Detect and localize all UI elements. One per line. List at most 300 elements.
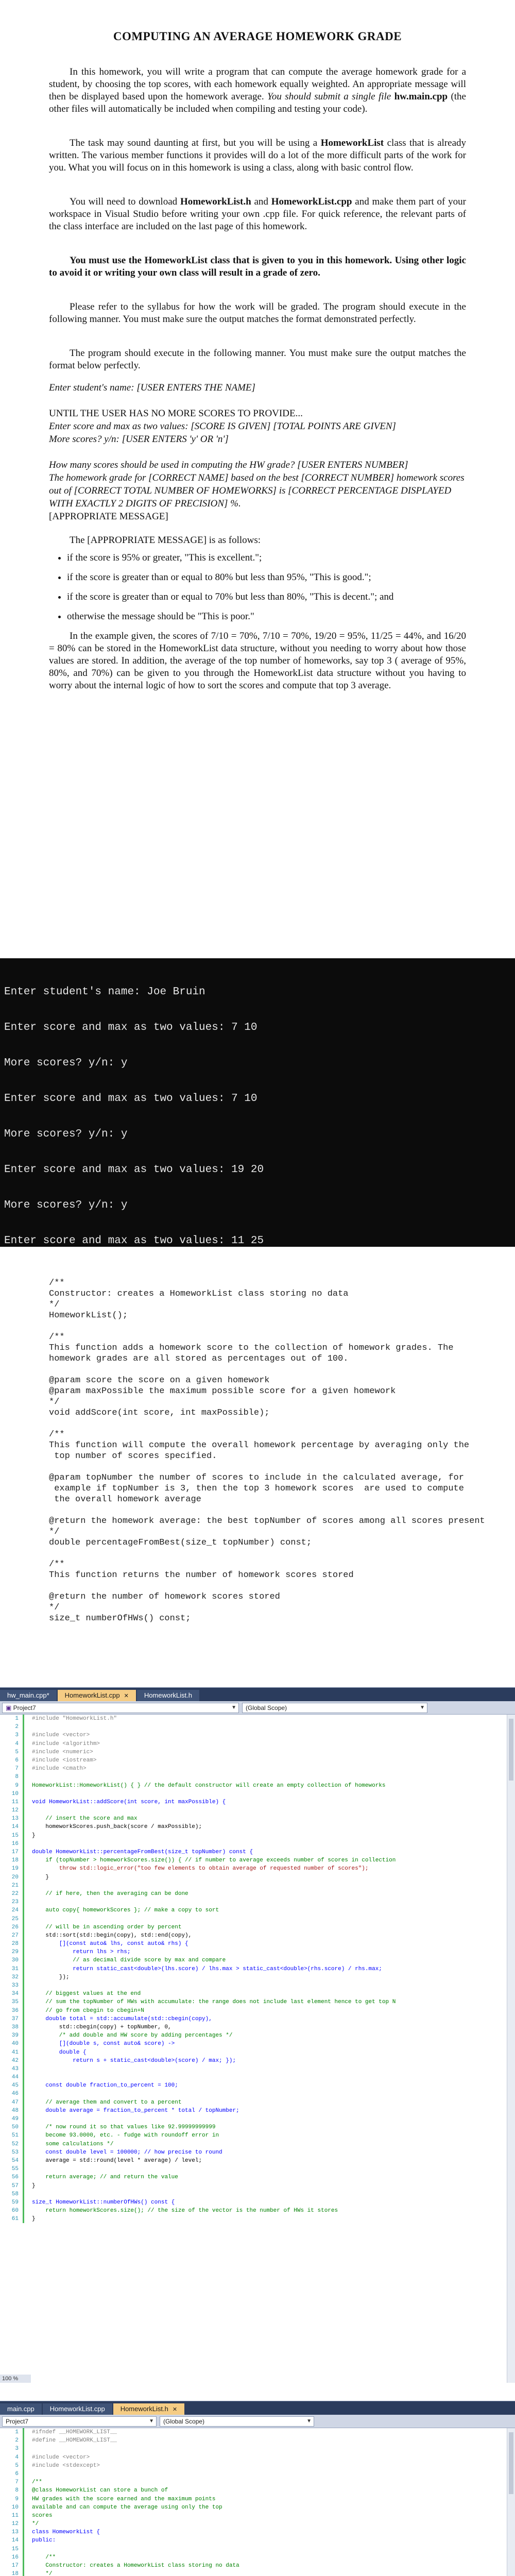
code-line xyxy=(0,2198,515,2207)
change-marker xyxy=(23,1865,30,1873)
project-dropdown[interactable] xyxy=(2,1703,239,1713)
interface-code-line: example if topNumber is 3, then the top 3 homework scores are used to compute xyxy=(49,1484,464,1494)
tab-homeworklist-cpp[interactable] xyxy=(58,1690,136,1701)
code-text: scores xyxy=(32,2512,53,2519)
intro-p2-class: HomeworkList xyxy=(320,138,384,148)
code-line xyxy=(0,2536,515,2545)
example-paragraph: In the example given, the scores of 7/10 = 70%, 7/10 = 70%, 19/20 = 95%, 11/25 = 44%, and 16/20 = 80% can be stored in the HomeworkList data structure, without you needing to worry about how those values are stored. In addition, the average of the top number of homeworks, say top 3 ( average of 95%, 80%, and 70%) can be given to you through the HomeworkList data structure without you having to worry about the internal logic of how to sort the scores and compute that top 3 average. xyxy=(49,631,466,691)
line-number: 40 xyxy=(11,2041,19,2047)
tab-label: hw_main.cpp* xyxy=(7,1691,49,1699)
tab-label: HomeworkList.h xyxy=(144,1691,193,1699)
interface-code-line: */ xyxy=(49,1603,60,1613)
change-marker xyxy=(23,2148,30,2157)
code-line xyxy=(0,1848,515,1856)
intro-p2-text-end: class that is already written. The various member functions it provides will do a lot of the more difficult parts of the work for you. What you will focus on in this homework is using a class, along with basic control flow. xyxy=(49,138,466,173)
line-number: 60 xyxy=(11,2208,19,2214)
code-line xyxy=(0,1873,515,1882)
code-line xyxy=(0,2453,515,2462)
code-line xyxy=(0,1890,515,1898)
interface-code-line: @return the number of homework scores stored xyxy=(49,1592,280,1602)
code-text: Constructor: creates a HomeworkList class storing no data xyxy=(32,2563,239,2569)
code-line xyxy=(0,1906,515,1914)
interface-code-line xyxy=(49,1505,502,1516)
line-number: 17 xyxy=(11,1849,19,1855)
change-marker xyxy=(23,2057,30,2065)
interface-code-line xyxy=(49,1321,502,1332)
project-label: Project7 xyxy=(13,1704,36,1711)
code-line xyxy=(0,2023,515,2031)
code-line xyxy=(0,1782,515,1790)
navigation-bar xyxy=(0,2415,515,2428)
io-spec-line: UNTIL THE USER HAS NO MORE SCORES TO PROVIDE... xyxy=(49,408,303,419)
code-line xyxy=(0,1923,515,1931)
code-text: // insert the score and max xyxy=(32,1816,138,1822)
change-marker xyxy=(23,2462,30,2470)
line-number: 13 xyxy=(11,2529,19,2536)
change-marker xyxy=(23,2140,30,2148)
interface-code-line xyxy=(49,1418,502,1429)
code-line xyxy=(0,1823,515,1831)
interface-code-line xyxy=(49,1581,502,1591)
line-number: 54 xyxy=(11,2157,19,2164)
interface-code-line: */ xyxy=(49,1397,60,1407)
code-line xyxy=(0,1756,515,1765)
change-marker xyxy=(23,2445,30,2453)
intro-p2-text: The task may sound daunting at first, but you will be using a xyxy=(70,138,318,148)
intro-p4-text: You must use the xyxy=(70,255,142,266)
change-marker xyxy=(23,2478,30,2486)
code-text: // biggest values at the end xyxy=(32,1991,141,1997)
code-line xyxy=(0,1931,515,1940)
code-text: [](double s, const auto& score) -> xyxy=(32,2041,178,2047)
line-number: 8 xyxy=(15,1774,19,1781)
code-line xyxy=(0,1981,515,1990)
code-line xyxy=(0,2478,515,2486)
code-text: class HomeworkList { xyxy=(32,2529,100,2536)
scrollbar-thumb[interactable] xyxy=(509,2432,513,2494)
code-text: /* now round it so that values like 92.99999999999 xyxy=(32,2124,216,2131)
interface-code-line: @param maxPossible the maximum possible score for a given homework xyxy=(49,1386,396,1396)
io-spec-line: How many scores should be used in computing the HW grade? [USER ENTERS NUMBER] xyxy=(49,460,408,470)
change-marker xyxy=(23,1973,30,1981)
interface-code-line: /** xyxy=(49,1278,65,1288)
code-line xyxy=(0,1748,515,1756)
interface-code-line: top number of scores specified. xyxy=(49,1451,217,1461)
line-number: 6 xyxy=(15,2470,19,2477)
line-number: 42 xyxy=(11,2057,19,2064)
interface-code-line: double percentageFromBest(size_t topNumber) const; xyxy=(49,1538,312,1548)
code-text: double average = fraction_to_percent * total / topNumber; xyxy=(32,2107,239,2114)
vs-editor-cpp xyxy=(0,1687,515,2383)
io-spec-line xyxy=(49,446,466,459)
code-text: return average; // and return the value xyxy=(32,2174,178,2181)
code-line xyxy=(0,2065,515,2073)
code-text: #include <vector> xyxy=(32,1732,90,1739)
code-text: #include <algorithm> xyxy=(32,1740,100,1747)
code-line xyxy=(0,2445,515,2453)
code-text: HW grades with the score earned and the maximum points xyxy=(32,2496,216,2502)
code-line xyxy=(0,1765,515,1773)
change-marker xyxy=(23,1782,30,1790)
line-number: 53 xyxy=(11,2149,19,2156)
change-marker xyxy=(23,1940,30,1948)
line-number: 39 xyxy=(11,2032,19,2039)
change-marker xyxy=(23,1882,30,1890)
code-text: } xyxy=(32,2216,36,2223)
line-number: 5 xyxy=(15,2462,19,2469)
chevron-down-icon: ▼ xyxy=(149,2418,154,2424)
code-text: } xyxy=(32,1874,49,1880)
code-line xyxy=(0,2048,515,2057)
line-number: 17 xyxy=(11,2563,19,2569)
code-text: const double level = 100000; // how precise to round xyxy=(32,2149,222,2156)
chevron-down-icon: ▼ xyxy=(306,2418,312,2424)
scrollbar-thumb[interactable] xyxy=(509,1719,513,1781)
line-number: 18 xyxy=(11,1857,19,1864)
intro-p4-text-end: class that is given to you in this homework. Using other logic to avoid it or writing your own class will result in a grade of zero. xyxy=(49,255,466,278)
change-marker xyxy=(23,2486,30,2495)
code-text: #include <numeric> xyxy=(32,1749,93,1755)
code-text: // will be in ascending order by percent xyxy=(32,1924,182,1930)
line-number: 13 xyxy=(11,1816,19,1822)
code-text: return homeworkScores.size(); // the size of the vector is the number of HWs it stores xyxy=(32,2208,338,2214)
line-number: 56 xyxy=(11,2174,19,2181)
code-line xyxy=(0,2207,515,2215)
code-line xyxy=(0,2553,515,2562)
line-number: 51 xyxy=(11,2132,19,2139)
line-number: 24 xyxy=(11,1907,19,1914)
change-marker xyxy=(23,1931,30,1940)
code-text: auto copy{ homeworkScores }; // make a copy to sort xyxy=(32,1907,219,1914)
intro-p1-italic: You should submit a single file xyxy=(267,91,391,102)
code-text: return lhs > rhs; xyxy=(32,1949,131,1956)
intro-p3-text: You will need to download xyxy=(70,196,178,207)
change-marker xyxy=(23,1848,30,1856)
code-line xyxy=(0,1715,515,1723)
change-marker xyxy=(23,2107,30,2115)
line-number: 52 xyxy=(11,2141,19,2147)
code-line xyxy=(0,2040,515,2048)
change-marker xyxy=(23,2165,30,2173)
code-line xyxy=(0,2115,515,2123)
scope-dropdown[interactable] xyxy=(242,1703,427,1713)
change-marker xyxy=(23,2182,30,2190)
change-marker xyxy=(23,2073,30,2081)
intro-p4-class: HomeworkList xyxy=(144,255,208,266)
code-text: double total = std::accumulate(std::cbegin(copy), xyxy=(32,2015,212,2022)
line-number: 5 xyxy=(15,1749,19,1755)
intro-p1-filename: hw.main.cpp xyxy=(394,91,448,102)
code-line xyxy=(0,2090,515,2098)
line-number: 10 xyxy=(11,1790,19,1797)
code-text: #ifndef __HOMEWORK_LIST__ xyxy=(32,2429,117,2435)
code-text: return static_cast<double>(lhs.score) / lhs.max > static_cast<double>(rhs.score) / rhs.max; xyxy=(32,1965,382,1972)
code-line xyxy=(0,1856,515,1865)
change-marker xyxy=(23,1731,30,1739)
line-number: 44 xyxy=(11,2074,19,2081)
code-line xyxy=(0,2073,515,2081)
console-line: More scores? y/n: y xyxy=(4,1057,128,1069)
code-line xyxy=(0,1740,515,1748)
change-marker xyxy=(23,2123,30,2131)
change-marker xyxy=(23,1965,30,1973)
line-number: 15 xyxy=(11,2546,19,2552)
change-marker xyxy=(23,2131,30,2140)
line-number: 55 xyxy=(11,2166,19,2173)
change-marker xyxy=(23,2081,30,2090)
code-line xyxy=(0,2015,515,2023)
console-line: More scores? y/n: y xyxy=(4,1128,128,1140)
code-text: @class HomeworkList can store a bunch of xyxy=(32,2487,168,2494)
code-text: std::cbegin(copy) + topNumber, 0, xyxy=(32,2024,171,2030)
tab-homeworklist-cpp[interactable] xyxy=(43,2403,112,2415)
line-number: 1 xyxy=(15,1716,19,1722)
io-spec-line: Enter score and max as two values: [SCORE IS GIVEN] [TOTAL POINTS ARE GIVEN] xyxy=(49,421,396,432)
code-line xyxy=(0,2131,515,2140)
change-marker xyxy=(23,2562,30,2570)
change-marker xyxy=(23,2215,30,2223)
change-marker xyxy=(23,2536,30,2545)
scope-label: (Global Scope) xyxy=(246,1704,287,1711)
code-line xyxy=(0,2057,515,2065)
code-line xyxy=(0,1948,515,1956)
interface-code-line: @param topNumber the number of scores to include in the calculated average, for xyxy=(49,1473,464,1483)
console-line: Enter score and max as two values: 7 10 xyxy=(4,1022,258,1033)
project-dropdown[interactable] xyxy=(2,2416,157,2427)
change-marker xyxy=(23,1856,30,1865)
line-number: 10 xyxy=(11,2504,19,2511)
code-line xyxy=(0,1798,515,1806)
intro-paragraph-6: The program should execute in the following manner. You must make sure the output matches the format below perfectly. xyxy=(49,348,466,371)
change-marker xyxy=(23,1806,30,1815)
change-marker xyxy=(23,1740,30,1748)
console-line: Enter score and max as two values: 11 25 xyxy=(4,1235,264,1247)
code-line xyxy=(0,2007,515,2015)
line-number: 34 xyxy=(11,1991,19,1997)
message-rule: • if the score is greater than or equal to 80% but less than 95%, "This is good."; xyxy=(67,571,466,584)
vs-editor-header xyxy=(0,2401,515,2576)
message-rules xyxy=(67,552,466,623)
line-number: 37 xyxy=(11,2015,19,2022)
code-line xyxy=(0,1940,515,1948)
scope-label: (Global Scope) xyxy=(163,2417,205,2425)
code-line xyxy=(0,1832,515,1840)
line-number: 8 xyxy=(15,2487,19,2494)
line-number: 22 xyxy=(11,1890,19,1897)
change-marker xyxy=(23,2023,30,2031)
change-marker xyxy=(23,1840,30,1848)
change-marker xyxy=(23,2570,30,2576)
line-number: 2 xyxy=(15,1724,19,1731)
code-line xyxy=(0,2107,515,2115)
interface-code-line: /** xyxy=(49,1430,65,1439)
change-marker xyxy=(23,1956,30,1964)
tab-homeworklist-h[interactable] xyxy=(113,2403,184,2415)
tab-label: main.cpp xyxy=(7,2405,35,2413)
line-number: 3 xyxy=(15,2446,19,2452)
code-line xyxy=(0,1956,515,1964)
change-marker xyxy=(23,1832,30,1840)
change-marker xyxy=(23,1773,30,1781)
interface-code-line: /** xyxy=(49,1560,65,1569)
line-number: 49 xyxy=(11,2116,19,2122)
line-number: 43 xyxy=(11,2065,19,2072)
intro-p1-text-end: (the other files will automatically be included when compiling and testing your code). xyxy=(49,91,466,114)
change-marker xyxy=(23,2453,30,2462)
line-number: 14 xyxy=(11,1824,19,1831)
zoom-level[interactable]: 100 % xyxy=(0,2375,31,2383)
line-number: 23 xyxy=(11,1899,19,1906)
scope-dropdown[interactable] xyxy=(160,2416,314,2427)
line-number: 16 xyxy=(11,1840,19,1847)
line-number: 29 xyxy=(11,1949,19,1956)
code-editor[interactable] xyxy=(0,1715,515,2223)
code-line xyxy=(0,1965,515,1973)
code-text: public: xyxy=(32,2537,56,2544)
code-line xyxy=(0,1898,515,1906)
interface-code-line: /** xyxy=(49,1332,65,1342)
change-marker xyxy=(23,2428,30,2436)
close-icon[interactable]: ✕ xyxy=(124,1693,129,1699)
line-number: 4 xyxy=(15,2454,19,2461)
project-icon: ▣ xyxy=(6,1704,13,1711)
line-number: 9 xyxy=(15,1782,19,1789)
code-text: /** xyxy=(32,2479,42,2486)
chevron-down-icon: ▼ xyxy=(420,1704,425,1710)
change-marker xyxy=(23,1715,30,1723)
io-spec-line: The homework grade for [CORRECT NAME] based on the best [CORRECT NUMBER] homework scores out of [CORRECT TOTAL NUMBER OF HOMEWORKS] is [CORRECT PERCENTAGE DISPLAYED WITH EXACTLY 2 DIGITS OF PRECISION] %. xyxy=(49,472,465,509)
code-line xyxy=(0,2470,515,2478)
code-text: } xyxy=(32,2182,36,2189)
change-marker xyxy=(23,2436,30,2445)
code-text: // if here, then the averaging can be done xyxy=(32,1890,188,1897)
code-line xyxy=(0,2436,515,2445)
code-line xyxy=(0,2428,515,2436)
line-number: 1 xyxy=(15,2429,19,2435)
code-line xyxy=(0,1790,515,1798)
code-text: #include <cmath> xyxy=(32,1766,87,1772)
change-marker xyxy=(23,1823,30,1831)
line-number: 25 xyxy=(11,1916,19,1922)
change-marker xyxy=(23,2545,30,2553)
code-text: some calculations */ xyxy=(32,2141,114,2147)
io-spec-line: [APPROPRIATE MESSAGE] xyxy=(49,511,168,522)
change-marker xyxy=(23,2520,30,2528)
line-number: 59 xyxy=(11,2199,19,2206)
change-marker xyxy=(23,2495,30,2503)
navigation-bar xyxy=(0,1701,515,1715)
line-number: 11 xyxy=(11,2512,19,2519)
console-output xyxy=(0,958,515,1247)
code-text: #include "HomeworkList.h" xyxy=(32,1716,117,1722)
editor-tab-bar xyxy=(0,2401,515,2415)
code-line xyxy=(0,2173,515,2181)
line-number: 15 xyxy=(11,1832,19,1839)
interface-code-line: */ xyxy=(49,1300,60,1310)
intro-p3-and: and xyxy=(254,196,268,207)
console-line: Enter student's name: Joe Bruin xyxy=(4,986,205,998)
code-text: #include <stdexcept> xyxy=(32,2462,100,2469)
code-text: double HomeworkList::percentageFromBest(size_t topNumber) const { xyxy=(32,1849,253,1855)
tab-homeworklist-h[interactable] xyxy=(137,1690,199,1701)
code-line xyxy=(0,2081,515,2090)
change-marker xyxy=(23,1748,30,1756)
message-rule: • otherwise the message should be "This is poor." xyxy=(67,611,466,623)
line-number: 6 xyxy=(15,1757,19,1764)
change-marker xyxy=(23,2173,30,2181)
change-marker xyxy=(23,1898,30,1906)
interface-code-line: void addScore(int score, int maxPossible); xyxy=(49,1408,270,1418)
code-line xyxy=(0,1723,515,1731)
code-editor[interactable] xyxy=(0,2428,515,2576)
io-spec-line: More scores? y/n: [USER ENTERS 'y' OR 'n'] xyxy=(49,434,229,445)
code-text: return s + static_cast<double>(score) / max; }); xyxy=(32,2057,236,2064)
code-line xyxy=(0,1731,515,1739)
line-number: 4 xyxy=(15,1740,19,1747)
line-number: 57 xyxy=(11,2182,19,2189)
code-line xyxy=(0,2190,515,2198)
code-text: HomeworkList::HomeworkList() { } // the default constructor will create an empty collection of homeworks xyxy=(32,1782,386,1789)
line-number: 27 xyxy=(11,1932,19,1939)
line-number: 38 xyxy=(11,2024,19,2030)
code-text: /** xyxy=(32,2554,56,2561)
line-number: 31 xyxy=(11,1965,19,1972)
line-number: 7 xyxy=(15,1766,19,1772)
line-number: 19 xyxy=(11,1866,19,1872)
vertical-scrollbar[interactable] xyxy=(507,2428,515,2576)
message-rule: • if the score is greater than or equal to 70% but less than 80%, "This is decent."; and xyxy=(67,591,466,603)
intro-p3-file-cpp: HomeworkList.cpp xyxy=(271,196,352,207)
change-marker xyxy=(23,1923,30,1931)
line-number: 61 xyxy=(11,2216,19,2223)
line-number: 50 xyxy=(11,2124,19,2131)
line-number: 3 xyxy=(15,1732,19,1739)
io-spec xyxy=(49,381,466,523)
code-text: // average them and convert to a percent xyxy=(32,2099,182,2106)
interface-code-line: size_t numberOfHWs() const; xyxy=(49,1614,191,1623)
line-number: 16 xyxy=(11,2554,19,2561)
change-marker xyxy=(23,1998,30,2006)
change-marker xyxy=(23,1906,30,1914)
interface-code-line xyxy=(49,1548,502,1559)
code-text: size_t HomeworkList::numberOfHWs() const { xyxy=(32,2199,175,2206)
code-line xyxy=(0,2098,515,2107)
vertical-scrollbar[interactable] xyxy=(507,1715,515,2383)
line-number: 14 xyxy=(11,2537,19,2544)
code-line xyxy=(0,2215,515,2223)
interface-code-line xyxy=(49,1462,502,1472)
page-title: COMPUTING AN AVERAGE HOMEWORK GRADE xyxy=(113,30,402,43)
interface-code-line: This function returns the number of homework scores stored xyxy=(49,1570,354,1580)
interface-code-line: the overall homework average xyxy=(49,1495,201,1504)
close-icon[interactable]: ✕ xyxy=(172,2406,178,2413)
line-number: 18 xyxy=(11,2571,19,2576)
tab-main-cpp[interactable] xyxy=(0,2403,42,2415)
line-number: 26 xyxy=(11,1924,19,1930)
project-label: Project7 xyxy=(6,2417,29,2425)
code-line xyxy=(0,1998,515,2006)
change-marker xyxy=(23,2098,30,2107)
code-line xyxy=(0,2512,515,2520)
interface-code-line: HomeworkList(); xyxy=(49,1311,128,1320)
tab-hw-main[interactable] xyxy=(0,1690,57,1701)
tab-label: HomeworkList.h xyxy=(120,2405,168,2413)
line-number: 30 xyxy=(11,1957,19,1964)
line-number: 45 xyxy=(11,2082,19,2089)
code-line xyxy=(0,2123,515,2131)
line-number: 21 xyxy=(11,1882,19,1889)
message-intro: The [APPROPRIATE MESSAGE] is as follows: xyxy=(70,535,261,546)
